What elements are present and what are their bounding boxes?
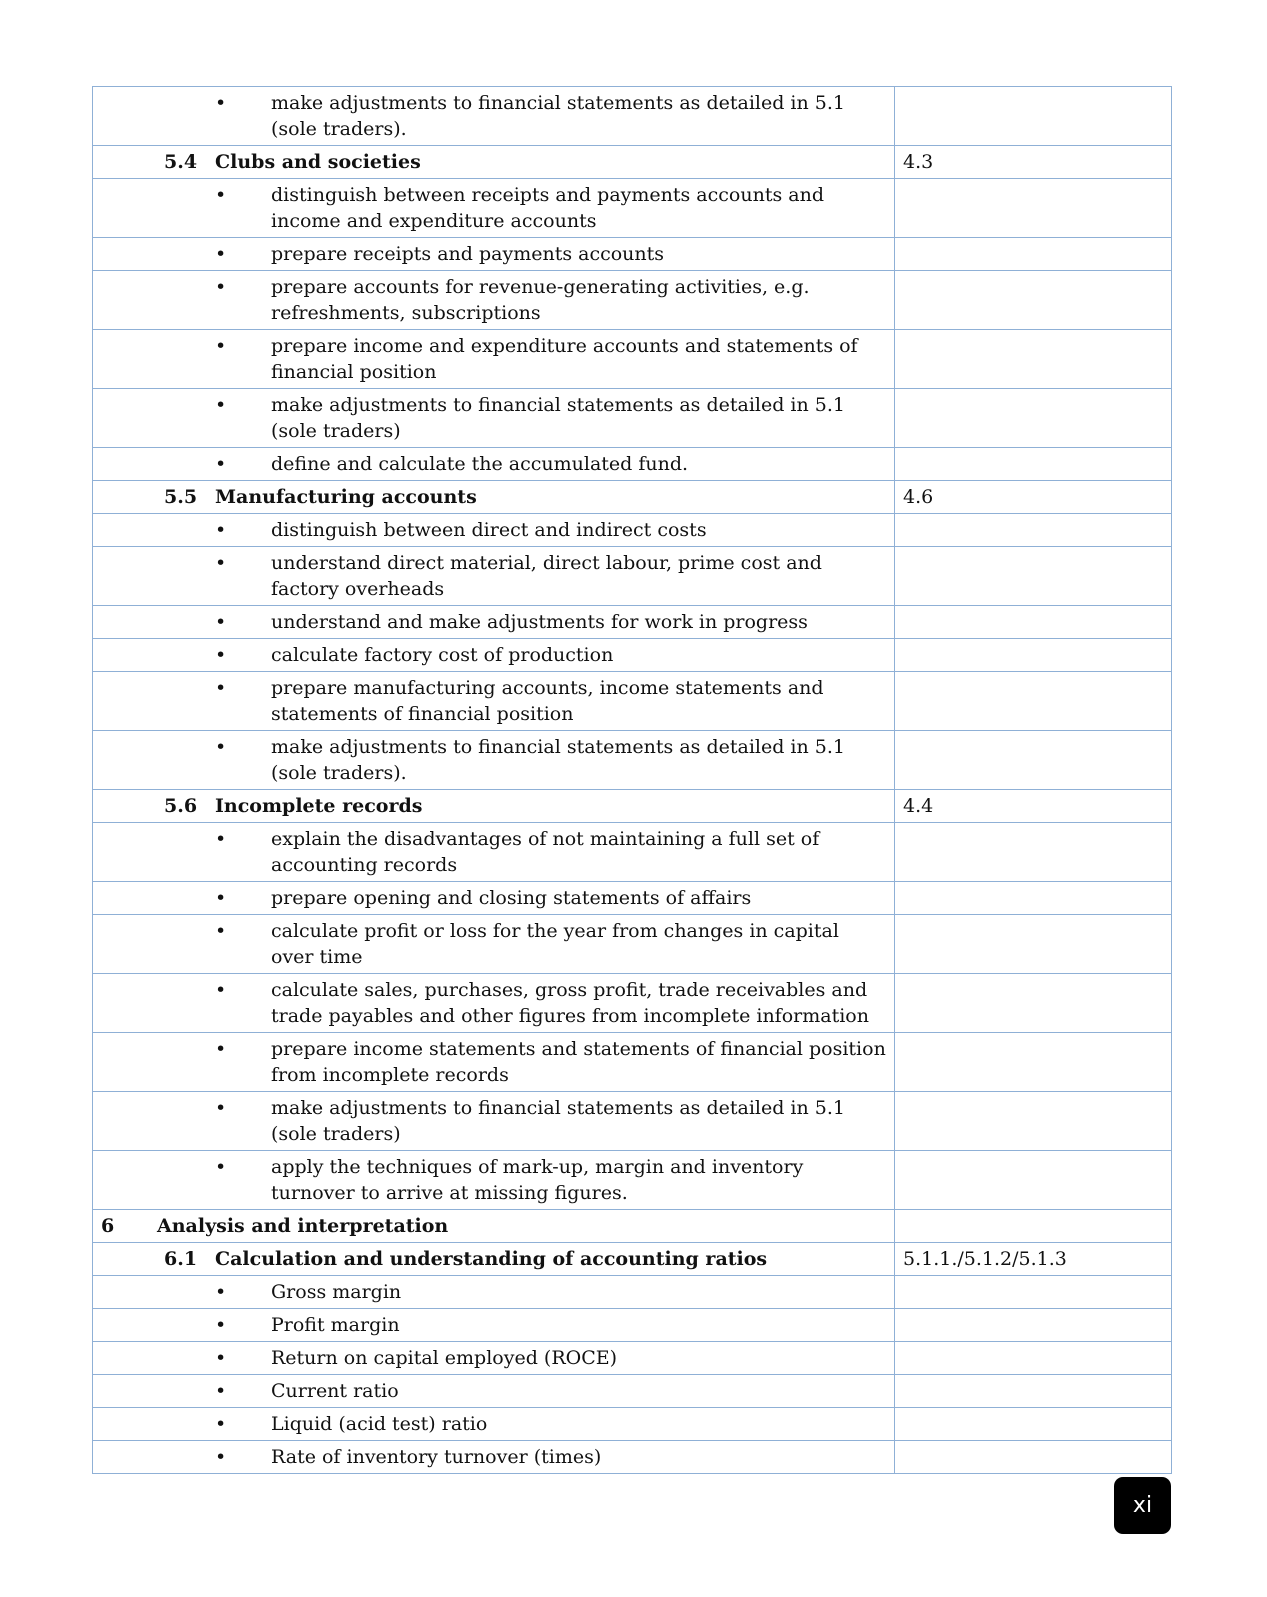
bullet-text: understand and make adjustments for work in progress — [271, 611, 808, 633]
reference-cell — [895, 87, 1172, 146]
bullet-mark: • — [215, 1038, 227, 1060]
topic-content — [93, 238, 894, 270]
topic-cell — [93, 606, 895, 639]
reference-cell — [895, 1441, 1172, 1474]
topic-cell — [93, 823, 895, 882]
reference-cell — [895, 330, 1172, 389]
bullet-mark: • — [215, 611, 227, 633]
table-row-bullet — [93, 974, 1172, 1033]
bullet-mark: • — [215, 276, 227, 298]
table-row-bullet — [93, 915, 1172, 974]
table-row-bullet — [93, 547, 1172, 606]
table-row-bullet — [93, 389, 1172, 448]
topic-content — [93, 1210, 894, 1242]
indent-spacer — [93, 977, 215, 1029]
bullet-text: Gross margin — [271, 1281, 402, 1303]
topic-cell — [93, 389, 895, 448]
topic-cell — [93, 448, 895, 481]
bullet-mark: • — [215, 1156, 227, 1178]
reference-cell — [895, 1210, 1172, 1243]
topic-content — [93, 330, 894, 388]
indent-spacer — [93, 149, 157, 175]
syllabus-table — [92, 86, 1172, 1474]
syllabus-table-body — [93, 87, 1172, 1474]
bullet-mark: • — [215, 335, 227, 357]
table-row-bullet — [93, 1375, 1172, 1408]
reference-cell: 5.1.1./5.1.2/5.1.3 — [895, 1243, 1172, 1276]
topic-cell — [93, 1342, 895, 1375]
topic-content — [93, 790, 894, 822]
reference-cell — [895, 547, 1172, 606]
bullet-text: Liquid (acid test) ratio — [271, 1413, 488, 1435]
bullet-mark: • — [215, 1281, 227, 1303]
topic-content — [93, 1151, 894, 1209]
indent-spacer — [93, 451, 215, 477]
topic-cell — [93, 1375, 895, 1408]
topic-cell — [93, 672, 895, 731]
topic-cell — [93, 271, 895, 330]
bullet-text: prepare accounts for revenue-generating activities, e.g. refreshments, subscriptions — [271, 276, 810, 324]
reference-cell — [895, 1276, 1172, 1309]
indent-spacer — [93, 241, 215, 267]
page-number: xi — [1132, 1493, 1153, 1518]
bullet-mark: • — [215, 1380, 227, 1402]
bullet-text: make adjustments to financial statements as detailed in 5.1 (sole traders). — [271, 736, 845, 784]
table-row-bullet — [93, 1276, 1172, 1309]
table-row-bullet — [93, 179, 1172, 238]
topic-content — [93, 974, 894, 1032]
topic-cell — [93, 238, 895, 271]
bullet-mark: • — [215, 243, 227, 265]
topic-content — [93, 672, 894, 730]
indent-spacer — [93, 517, 215, 543]
topic-content — [93, 1092, 894, 1150]
subsection-number: 5.5 — [164, 486, 198, 508]
bullet-mark: • — [215, 979, 227, 1001]
bullet-mark: • — [215, 1314, 227, 1336]
bullet-mark: • — [215, 453, 227, 475]
bullet-text: make adjustments to financial statements as detailed in 5.1 (sole traders) — [271, 394, 845, 442]
subsection-number: 5.4 — [164, 151, 198, 173]
topic-content — [93, 271, 894, 329]
table-row-bullet — [93, 639, 1172, 672]
indent-spacer — [93, 550, 215, 602]
indent-spacer — [93, 642, 215, 668]
topic-content — [93, 639, 894, 671]
table-row-bullet — [93, 882, 1172, 915]
table-row-section — [93, 1210, 1172, 1243]
bullet-mark: • — [215, 736, 227, 758]
topic-cell — [93, 1441, 895, 1474]
table-row-bullet — [93, 672, 1172, 731]
table-row-bullet — [93, 87, 1172, 146]
indent-spacer — [93, 675, 215, 727]
topic-cell — [93, 330, 895, 389]
subsection-number: 5.6 — [164, 795, 198, 817]
reference-cell — [895, 448, 1172, 481]
bullet-mark: • — [215, 828, 227, 850]
table-row-bullet — [93, 1408, 1172, 1441]
topic-content — [93, 915, 894, 973]
bullet-text: distinguish between direct and indirect costs — [271, 519, 707, 541]
indent-spacer — [93, 609, 215, 635]
reference-cell — [895, 1309, 1172, 1342]
indent-spacer — [93, 1345, 215, 1371]
reference-cell — [895, 1092, 1172, 1151]
reference-cell — [895, 1375, 1172, 1408]
reference-cell — [895, 271, 1172, 330]
indent-spacer — [93, 90, 215, 142]
subsection-title: Incomplete records — [215, 795, 423, 817]
table-row-sub — [93, 146, 1172, 179]
bullet-mark: • — [215, 920, 227, 942]
topic-cell — [93, 1276, 895, 1309]
bullet-text: Return on capital employed (ROCE) — [271, 1347, 618, 1369]
bullet-text: prepare manufacturing accounts, income statements and statements of financial position — [271, 677, 824, 725]
bullet-text: calculate profit or loss for the year from changes in capital over time — [271, 920, 839, 968]
reference-cell — [895, 1151, 1172, 1210]
topic-content — [93, 731, 894, 789]
topic-cell — [93, 1033, 895, 1092]
topic-content — [93, 448, 894, 480]
reference-cell — [895, 882, 1172, 915]
topic-cell — [93, 1210, 895, 1243]
topic-content — [93, 1441, 894, 1473]
indent-spacer — [93, 1378, 215, 1404]
indent-spacer — [93, 333, 215, 385]
topic-content — [93, 514, 894, 546]
bullet-mark: • — [215, 184, 227, 206]
bullet-text: prepare opening and closing statements of affairs — [271, 887, 752, 909]
topic-content — [93, 1342, 894, 1374]
topic-cell — [93, 179, 895, 238]
bullet-text: prepare income and expenditure accounts and statements of financial position — [271, 335, 858, 383]
subsection-number: 6.1 — [164, 1248, 198, 1270]
indent-spacer — [93, 1154, 215, 1206]
reference-cell — [895, 915, 1172, 974]
reference-cell — [895, 389, 1172, 448]
table-row-bullet — [93, 1441, 1172, 1474]
table-row-bullet — [93, 1309, 1172, 1342]
subsection-title: Manufacturing accounts — [215, 486, 477, 508]
indent-spacer — [93, 1246, 157, 1272]
bullet-mark: • — [215, 394, 227, 416]
bullet-text: prepare income statements and statements of financial position from incomplete records — [271, 1038, 886, 1086]
topic-content — [93, 1276, 894, 1308]
topic-content — [93, 87, 894, 145]
table-row-bullet — [93, 1151, 1172, 1210]
bullet-text: define and calculate the accumulated fund. — [271, 453, 689, 475]
table-row-bullet — [93, 448, 1172, 481]
reference-cell: 4.4 — [895, 790, 1172, 823]
indent-spacer — [93, 1444, 215, 1470]
bullet-text: calculate factory cost of production — [271, 644, 614, 666]
topic-cell — [93, 731, 895, 790]
table-row-bullet — [93, 1033, 1172, 1092]
reference-cell — [895, 823, 1172, 882]
topic-content — [93, 1375, 894, 1407]
indent-spacer — [93, 1036, 215, 1088]
reference-cell — [895, 1408, 1172, 1441]
section-title: Analysis and interpretation — [157, 1215, 449, 1237]
topic-cell — [93, 146, 895, 179]
reference-cell — [895, 731, 1172, 790]
bullet-mark: • — [215, 1347, 227, 1369]
topic-cell — [93, 639, 895, 672]
bullet-text: make adjustments to financial statements as detailed in 5.1 (sole traders) — [271, 1097, 845, 1145]
table-row-bullet — [93, 606, 1172, 639]
topic-content — [93, 882, 894, 914]
table-row-bullet — [93, 823, 1172, 882]
bullet-text: apply the techniques of mark-up, margin and inventory turnover to arrive at missing figures. — [271, 1156, 804, 1204]
indent-spacer — [93, 1279, 215, 1305]
reference-cell — [895, 1342, 1172, 1375]
reference-cell — [895, 606, 1172, 639]
topic-content — [93, 146, 894, 178]
bullet-text: understand direct material, direct labour, prime cost and factory overheads — [271, 552, 822, 600]
topic-content — [93, 1033, 894, 1091]
topic-cell — [93, 87, 895, 146]
topic-cell — [93, 481, 895, 514]
indent-spacer — [93, 484, 157, 510]
indent-spacer — [93, 1312, 215, 1338]
reference-cell — [895, 179, 1172, 238]
topic-cell — [93, 1243, 895, 1276]
reference-cell — [895, 974, 1172, 1033]
topic-cell — [93, 1408, 895, 1441]
section-number: 6 — [101, 1215, 115, 1237]
bullet-mark: • — [215, 92, 227, 114]
topic-cell — [93, 547, 895, 606]
indent-spacer — [93, 826, 215, 878]
bullet-text: distinguish between receipts and payments accounts and income and expenditure accounts — [271, 184, 824, 232]
topic-content — [93, 1309, 894, 1341]
topic-content — [93, 547, 894, 605]
subsection-title: Calculation and understanding of accounting ratios — [215, 1248, 768, 1270]
page-number-badge — [1114, 1477, 1171, 1534]
indent-spacer — [93, 274, 215, 326]
table-row-sub — [93, 1243, 1172, 1276]
indent-spacer — [93, 182, 215, 234]
table-row-sub — [93, 790, 1172, 823]
indent-spacer — [93, 1095, 215, 1147]
bullet-mark: • — [215, 519, 227, 541]
topic-cell — [93, 790, 895, 823]
topic-cell — [93, 1309, 895, 1342]
topic-content — [93, 179, 894, 237]
reference-cell: 4.3 — [895, 146, 1172, 179]
topic-cell — [93, 974, 895, 1033]
topic-content — [93, 481, 894, 513]
bullet-text: Rate of inventory turnover (times) — [271, 1446, 602, 1468]
indent-spacer — [93, 918, 215, 970]
topic-cell — [93, 915, 895, 974]
bullet-text: explain the disadvantages of not maintaining a full set of accounting records — [271, 828, 820, 876]
reference-cell — [895, 1033, 1172, 1092]
table-row-bullet — [93, 731, 1172, 790]
topic-content — [93, 1243, 894, 1275]
topic-cell — [93, 882, 895, 915]
reference-cell — [895, 238, 1172, 271]
indent-spacer — [93, 885, 215, 911]
table-row-bullet — [93, 238, 1172, 271]
bullet-text: make adjustments to financial statements as detailed in 5.1 (sole traders). — [271, 92, 845, 140]
reference-cell — [895, 672, 1172, 731]
table-row-bullet — [93, 1092, 1172, 1151]
topic-cell — [93, 1092, 895, 1151]
topic-content — [93, 389, 894, 447]
topic-cell — [93, 1151, 895, 1210]
bullet-text: Profit margin — [271, 1314, 400, 1336]
bullet-mark: • — [215, 677, 227, 699]
bullet-mark: • — [215, 1413, 227, 1435]
bullet-mark: • — [215, 552, 227, 574]
bullet-text: calculate sales, purchases, gross profit, trade receivables and trade payables and other figures from incomplete information — [271, 979, 869, 1027]
table-row-bullet — [93, 514, 1172, 547]
indent-spacer — [93, 392, 215, 444]
reference-cell — [895, 639, 1172, 672]
table-row-bullet — [93, 1342, 1172, 1375]
bullet-text: Current ratio — [271, 1380, 399, 1402]
bullet-mark: • — [215, 887, 227, 909]
reference-cell — [895, 514, 1172, 547]
bullet-mark: • — [215, 1097, 227, 1119]
table-row-bullet — [93, 271, 1172, 330]
reference-cell: 4.6 — [895, 481, 1172, 514]
table-row-bullet — [93, 330, 1172, 389]
topic-cell — [93, 514, 895, 547]
bullet-mark: • — [215, 1446, 227, 1468]
indent-spacer — [93, 793, 157, 819]
bullet-text: prepare receipts and payments accounts — [271, 243, 665, 265]
subsection-title: Clubs and societies — [215, 151, 421, 173]
bullet-mark: • — [215, 644, 227, 666]
topic-content — [93, 1408, 894, 1440]
topic-content — [93, 823, 894, 881]
table-row-sub — [93, 481, 1172, 514]
topic-content — [93, 606, 894, 638]
indent-spacer — [93, 1411, 215, 1437]
indent-spacer — [93, 734, 215, 786]
